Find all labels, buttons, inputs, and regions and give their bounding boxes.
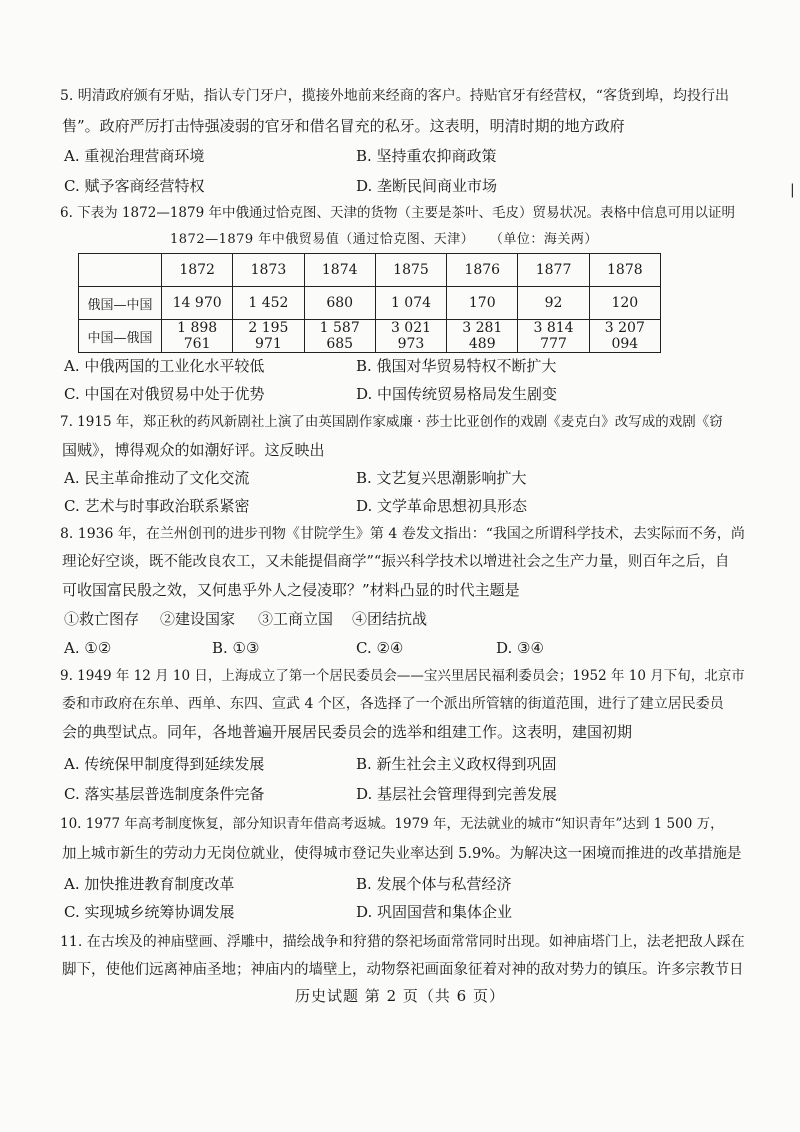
table-year-cell: 1872 <box>162 254 233 287</box>
q10-option-a: A. 加快推进教育制度改革 <box>64 875 235 893</box>
q7-option-a: A. 民主革命推动了文化交流 <box>64 469 250 487</box>
q8-item-4: ④团结抗战 <box>352 610 428 628</box>
q6-table-title: 1872—1879 年中俄贸易值（通过恰克图、天津） <box>170 232 475 247</box>
q9-option-d: D. 基层社会管理得到完善发展 <box>356 785 558 803</box>
table-cell: 1 587 685 <box>304 320 375 353</box>
q8-stem-line-1: 8. 1936 年，在兰州创刊的进步刊物《甘院学生》第 4 卷发文指出：“我国之所谓科学技术，去实际而不务，尚 <box>60 526 745 542</box>
q5-option-b: B. 坚持重农抑商政策 <box>356 147 497 165</box>
q5-option-d: D. 垄断民间商业市场 <box>356 177 498 195</box>
table-year-cell: 1877 <box>518 254 589 287</box>
table-cell: 92 <box>518 287 589 320</box>
table-row-label: 中国—俄国 <box>79 320 162 353</box>
q8-option-c: C. ②④ <box>356 639 404 657</box>
table-cell: 2 195 971 <box>233 320 304 353</box>
q8-item-3: ③工商立国 <box>258 610 334 628</box>
q6-stem-line-1: 6. 下表为 1872—1879 年中俄通过恰克图、天津的货物（主要是茶叶、毛皮）贸易状况。表格中信息可用以证明 <box>60 205 735 221</box>
table-row <box>79 287 661 320</box>
q7-option-c: C. 艺术与时事政治联系紧密 <box>64 497 250 515</box>
q9-option-b: B. 新生社会主义政权得到巩固 <box>356 755 557 773</box>
table-year-cell: 1874 <box>304 254 375 287</box>
q7-stem-line-2: 国贼》，博得观众的如潮好评。这反映出 <box>62 441 325 459</box>
q8-option-a: A. ①② <box>64 639 112 657</box>
table-cell: 1 452 <box>233 287 304 320</box>
q9-option-c: C. 落实基层普选制度条件完备 <box>64 785 265 803</box>
q6-table-caption <box>170 228 598 247</box>
table-corner-cell <box>79 254 162 287</box>
table-cell: 1 898 761 <box>162 320 233 353</box>
q6-option-b: B. 俄国对华贸易特权不断扩大 <box>356 357 557 375</box>
q8-option-b: B. ①③ <box>212 639 260 657</box>
q6-option-a: A. 中俄两国的工业化水平较低 <box>64 357 265 375</box>
q6-option-d: D. 中国传统贸易格局发生剧变 <box>356 385 558 403</box>
q10-stem-line-1: 10. 1977 年高考制度恢复，部分知识青年借高考返城。1979 年，无法就业的城市“知识青年”达到 1 500 万， <box>60 816 724 832</box>
q8-item-1: ①救亡图存 <box>64 610 140 628</box>
table-cell: 170 <box>447 287 518 320</box>
table-cell: 120 <box>589 287 660 320</box>
q6-trade-table <box>78 253 661 353</box>
q10-option-b: B. 发展个体与私营经济 <box>356 875 512 893</box>
q5-stem-line-2: 售”。政府严厉打击恃强凌弱的官牙和借名冒充的私牙。这表明，明清时期的地方政府 <box>62 117 625 135</box>
table-cell: 3 207 094 <box>589 320 660 353</box>
q9-stem-line-2: 委和市政府在东单、西单、东四、宣武 4 个区，各选择了一个派出所管辖的街道范围，进行了建立居民委员 <box>62 696 724 712</box>
table-year-cell: 1876 <box>447 254 518 287</box>
q10-option-c: C. 实现城乡统筹协调发展 <box>64 903 235 921</box>
q8-stem-line-3: 可收国富民殷之效，又何患乎外人之侵凌耶？”材料凸显的时代主题是 <box>62 581 520 599</box>
table-year-cell: 1878 <box>589 254 660 287</box>
q5-stem-line-1: 5. 明清政府颁有牙贴，指认专门牙户，揽接外地前来经商的客户。持贴官牙有经营权，“客货到埠，均投行出 <box>60 88 729 104</box>
table-year-cell: 1875 <box>375 254 446 287</box>
q9-option-a: A. 传统保甲制度得到延续发展 <box>64 755 265 773</box>
table-row-label: 俄国—中国 <box>79 287 162 320</box>
q10-stem-line-2: 加上城市新生的劳动力无岗位就业，使得城市登记失业率达到 5.9%。为解决这一困境而推进的改革措施是 <box>62 846 742 862</box>
q8-item-2: ②建设国家 <box>160 610 236 628</box>
q9-stem-line-3: 会的典型试点。同年，各地普遍开展居民委员会的选举和组建工作。这表明，建国初期 <box>62 723 633 741</box>
edge-mark: | <box>790 182 795 198</box>
table-cell: 1 074 <box>375 287 446 320</box>
q8-stem-line-2: 理论好空谈，既不能改良农工，又未能提倡商学”“振兴科学技术以增进社会之生产力量，则百年之后，自 <box>62 554 730 570</box>
q11-stem-line-2: 脚下，使他们远离神庙圣地；神庙内的墙壁上，动物祭祀画面象征着对神的敌对势力的镇压。许多宗教节日 <box>62 962 744 978</box>
q8-option-d: D. ③④ <box>496 639 544 657</box>
q10-option-d: D. 巩固国营和集体企业 <box>356 903 513 921</box>
q9-stem-line-1: 9. 1949 年 12 月 10 日，上海成立了第一个居民委员会——宝兴里居民福利委员会；1952 年 10 月下旬，北京市 <box>60 668 745 684</box>
table-cell: 14 970 <box>162 287 233 320</box>
table-cell: 680 <box>304 287 375 320</box>
q5-option-c: C. 赋予客商经营特权 <box>64 177 205 195</box>
q5-option-a: A. 重视治理营商环境 <box>64 147 205 165</box>
page-footer: 历史试题 第 2 页（共 6 页） <box>295 987 505 1005</box>
table-row <box>79 320 661 353</box>
q11-stem-line-1: 11. 在古埃及的神庙壁画、浮雕中，描绘战争和狩猎的祭祀场面常常同时出现。如神庙塔门上，法老把敌人踩在 <box>60 934 745 950</box>
table-year-cell: 1873 <box>233 254 304 287</box>
table-cell: 3 281 489 <box>447 320 518 353</box>
q7-stem-line-1: 7. 1915 年，郑正秋的药风新剧社上演了由英国剧作家威廉 · 莎士比亚创作的戏剧《麦克白》改写成的戏剧《窃 <box>60 414 723 430</box>
q6-option-c: C. 中国在对俄贸易中处于优势 <box>64 385 265 403</box>
table-cell: 3 021 973 <box>375 320 446 353</box>
q7-option-b: B. 文艺复兴思潮影响扩大 <box>356 469 527 487</box>
table-header-row <box>79 254 661 287</box>
table-cell: 3 814 777 <box>518 320 589 353</box>
q6-table-unit: （单位：海关两） <box>496 232 598 247</box>
q7-option-d: D. 文学革命思想初具形态 <box>356 497 528 515</box>
